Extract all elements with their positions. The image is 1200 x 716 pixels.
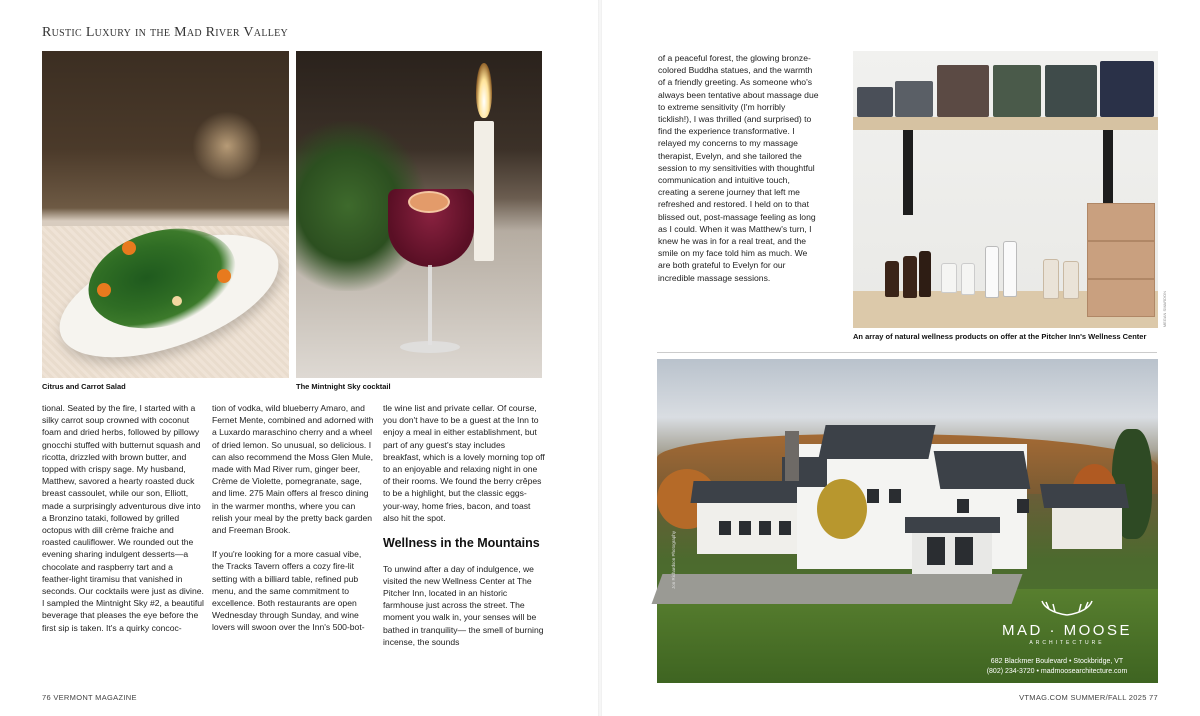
body-column-4	[658, 52, 820, 296]
section-kicker: Rustic Luxury in the Mad River Valley	[42, 25, 289, 40]
ad-brand-subtitle: ARCHITECTURE	[1029, 640, 1105, 646]
ad-contact	[957, 657, 1157, 677]
photo-credit: MEGAN SMARDON	[1162, 291, 1167, 328]
wellness-shelf-photo	[853, 51, 1167, 328]
left-folio: 76 VERMONT MAGAZINE	[42, 693, 137, 702]
section-heading: Wellness in the Mountains	[383, 536, 540, 551]
ad-brand-name: MAD · MOOSE	[1001, 622, 1132, 639]
shelf-caption: An array of natural wellness products on offer at the Pitcher Inn's Wellness Center	[853, 332, 1147, 341]
cocktail-caption: The Mintnight Sky cocktail	[296, 382, 391, 391]
paragraph: tional. Seated by the fire, I started with a silky carrot soup crowned with coconut foam and dried herbs, followed by pillowy gnocchi stuffed with butternut squash and ricotta, drizzled with brown butter, and topped with crispy sage. My husband, Matthew, savored a hearty roasted duck breast cassoulet, while our son, Elliott, made a surprisingly adventurous dive into a Bronzino tataki, followed by grilled octopus with dill crème fraiche and roasted cauliflower. We rounded out the evening sharing indulgent desserts—a chocolate and raspberry tart and a feather-light tiramisu that vanished in seconds. Our cocktails were just as divine. I sampled the Mintnight Sky #2, a beautiful beverage that pleases the eye before the first sip is taken. It's a quirky concoc-	[42, 403, 204, 633]
body-column-3	[383, 402, 545, 660]
paragraph: If you're looking for a more casual vibe, the Tracks Tavern offers a cozy fire-lit setting with a billiard table, refined pub menu, and the same commitment to excellence. Both restaurants are open Wednesday through Sunday, and wine lovers will swoon over the Inn's 500-bot-	[212, 549, 365, 633]
salad-photo	[42, 51, 289, 378]
body-column-2	[212, 402, 374, 646]
antler-icon	[982, 599, 1152, 620]
ad-logo	[982, 599, 1152, 646]
mad-moose-advertisement[interactable]	[657, 359, 1158, 683]
paragraph: tion of vodka, wild blueberry Amaro, and Fernet Mente, combined and adorned with a Luxardo maraschino cherry and a wheel of dried lemon. So unusual, so delicious. I can also recommend the Moss Glen Mule, made with Mad River rum, ginger beer, Crème de Violette, pomegranate, sage, and lime. 275 Main offers al fresco dining in the warmer months, where you can relish your meal by the pretty back garden and Freeman Brook.	[212, 403, 374, 536]
page-gutter	[598, 0, 602, 716]
cocktail-photo	[296, 51, 542, 378]
paragraph: tle wine list and private cellar. Of course, you don't have to be a guest at the Inn to enjoy a meal in either establishment, but part of any guest's stay includes breakfast, which is a lovely morning top off to an enjoyable and relaxing night in one of their rooms. We found the berry crêpes to be a highlight, but the classic eggs-your-way, home fries, bacon, and toast also hit the spot.	[383, 403, 545, 523]
salad-caption: Citrus and Carrot Salad	[42, 382, 126, 391]
ad-address: 682 Blackmer Boulevard • Stockbridge, VT	[990, 658, 1124, 665]
right-folio: VTMAG.COM SUMMER/FALL 2025 77	[1019, 693, 1158, 702]
paragraph: of a peaceful forest, the glowing bronze-colored Buddha statues, and the warmth of a friendly greeting. As someone who's always been tentative about massage due to extreme sensitivity (I'm horribly ticklish!), I was thrilled (and surprised) to find the experience transformative. I relayed my concerns to my massage therapist, Evelyn, and she tailored the session to my sensitivities with thoughtful communication and intuitive touch, creating a serene journey that left me refreshed and restored. I held on to that blissed out, post-massage feeling as long as I could. When it was Matthew's turn, I knew he was in for a real treat, and the smile on my face told him as much. We are both grateful to Evelyn for our incredible massage sessions.	[658, 53, 819, 283]
paragraph: To unwind after a day of indulgence, we visited the new Wellness Center at The Pitcher Inn, located in an historic farmhouse just across the street. The moment you walk in, your senses will be bathed in tranquility— the smell of burning incense, the sounds	[383, 563, 544, 647]
divider	[657, 352, 1157, 353]
body-column-1	[42, 402, 204, 646]
ad-photo-credit: Jon Richardson Photography	[671, 530, 676, 589]
ad-phone-web[interactable]: (802) 234-3720 • madmoosearchitecture.com	[986, 668, 1128, 675]
